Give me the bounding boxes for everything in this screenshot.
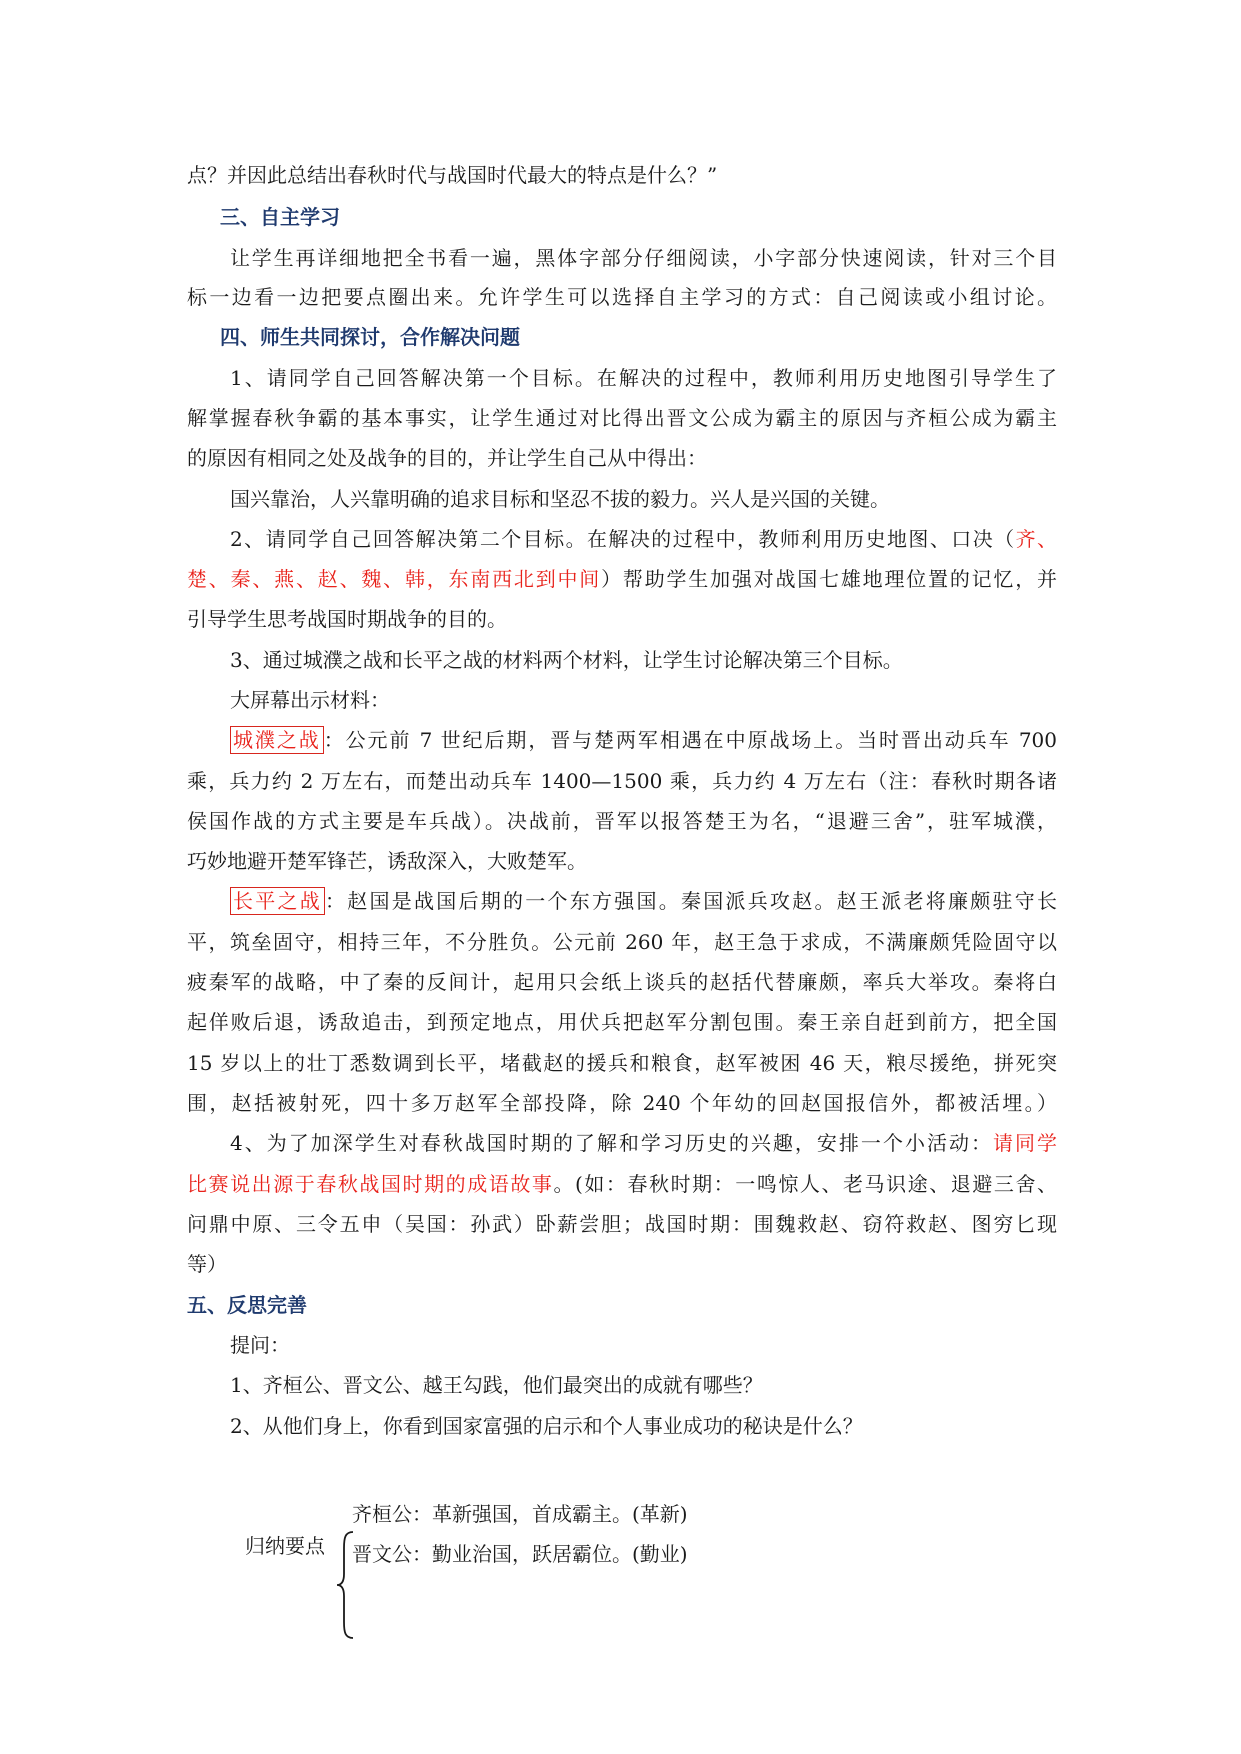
- paragraph-line: 2、请同学自己回答解决第二个目标。在解决的过程中，教师利用历史地图、口决（齐、: [230, 527, 1057, 551]
- paragraph-line: 标一边看一边把要点圈出来。允许学生可以选择自主学习的方式：自己阅读或小组讨论。: [187, 285, 1057, 309]
- paragraph-line: 疲秦军的战略，中了秦的反间计，起用只会纸上谈兵的赵括代替廉颇，率兵大举攻。秦将白: [187, 970, 1057, 994]
- paragraph-line: 1、齐桓公、晋文公、越王勾践，他们最突出的成就有哪些？: [230, 1373, 763, 1397]
- paragraph-line: 等）: [187, 1252, 227, 1276]
- paragraph-line: 国兴靠治，人兴靠明确的追求目标和坚忍不拔的毅力。兴人是兴国的关键。: [230, 487, 890, 511]
- boxed-term-chengpu: 城濮之战: [230, 726, 324, 754]
- paragraph-line: 点？并因此总结出春秋时代与战国时代最大的特点是什么？”: [187, 163, 718, 187]
- paragraph-line: 2、从他们身上，你看到国家富强的启示和个人事业成功的秘诀是什么？: [230, 1414, 863, 1438]
- section-heading-4: 四、师生共同探讨，合作解决问题: [220, 325, 520, 349]
- paragraph-line: 引导学生思考战国时期战争的目的。: [187, 607, 507, 631]
- paragraph-line: 长平之战 ：赵国是战国后期的一个东方强国。秦国派兵攻赵。赵王派老将廉颇驻守长: [0, 881, 1241, 921]
- paragraph-line: 侯国作战的方式主要是车兵战）。决战前，晋军以报答楚王为名，“退避三舍”，驻军城濮，: [187, 809, 1057, 833]
- summary-label: 归纳要点: [245, 1534, 325, 1558]
- paragraph-line: 的原因有相同之处及战争的目的，并让学生自己从中得出：: [187, 446, 707, 470]
- paragraph-line: 15 岁以上的壮丁悉数调到长平，堵截赵的援兵和粮食，赵军被困 46 天，粮尽援绝，拼死突: [187, 1051, 1057, 1075]
- paragraph-line: 问鼎中原、三令五申（吴国：孙武）卧薪尝胆；战国时期：围魏救赵、窃符救赵、图穷匕现: [187, 1212, 1057, 1236]
- summary-item-1: 齐桓公：革新强国，首成霸主。(革新): [352, 1502, 688, 1526]
- paragraph-line: 起佯败后退，诱敌追击，到预定地点，用伏兵把赵军分割包围。秦王亲自赶到前方，把全国: [187, 1010, 1057, 1034]
- section-heading-3: 三、自主学习: [220, 205, 340, 229]
- paragraph-line: 巧妙地避开楚军锋芒，诱敌深入，大败楚军。: [187, 849, 587, 873]
- paragraph-line: 提问：: [230, 1333, 290, 1357]
- paragraph-line: 围，赵括被射死，四十多万赵军全部投降，除 240 个年幼的回赵国报信外，都被活埋。）: [187, 1091, 1057, 1115]
- boxed-term-changping: 长平之战: [230, 887, 325, 915]
- section-heading-5: 五、反思完善: [187, 1293, 307, 1317]
- summary-item-2: 晋文公：勤业治国，跃居霸位。(勤业): [352, 1542, 688, 1566]
- paragraph-line: 比赛说出源于春秋战国时期的成语故事。(如：春秋时期：一鸣惊人、老马识途、退避三舍、: [187, 1172, 1057, 1196]
- paragraph-line: 3、通过城濮之战和长平之战的材料两个材料，让学生讨论解决第三个目标。: [230, 648, 903, 672]
- paragraph-line: 城濮之战 ：公元前 7 世纪后期，晋与楚两军相遇在中原战场上。当时晋出动兵车 700: [0, 720, 1241, 760]
- paragraph-line: 平，筑垒固守，相持三年，不分胜负。公元前 260 年，赵王急于求成，不满廉颇凭险固守以: [187, 930, 1057, 954]
- paragraph-line: 4、为了加深学生对春秋战国时期的了解和学习历史的兴趣，安排一个小活动：请同学: [230, 1131, 1057, 1155]
- paragraph-line: 乘，兵力约 2 万左右，而楚出动兵车 1400—1500 乘，兵力约 4 万左右（注：春秋时期各诸: [187, 769, 1057, 793]
- paragraph-line: 解掌握春秋争霸的基本事实，让学生通过对比得出晋文公成为霸主的原因与齐桓公成为霸主: [187, 406, 1057, 430]
- paragraph-line: 让学生再详细地把全书看一遍，黑体字部分仔细阅读，小字部分快速阅读，针对三个目: [230, 246, 1057, 270]
- paragraph-line: 楚、秦、燕、赵、魏、韩，东南西北到中间）帮助学生加强对战国七雄地理位置的记忆，并: [187, 567, 1057, 591]
- paragraph-line: 大屏幕出示材料：: [230, 688, 390, 712]
- paragraph-line: 1、请同学自己回答解决第一个目标。在解决的过程中，教师利用历史地图引导学生了: [230, 366, 1057, 390]
